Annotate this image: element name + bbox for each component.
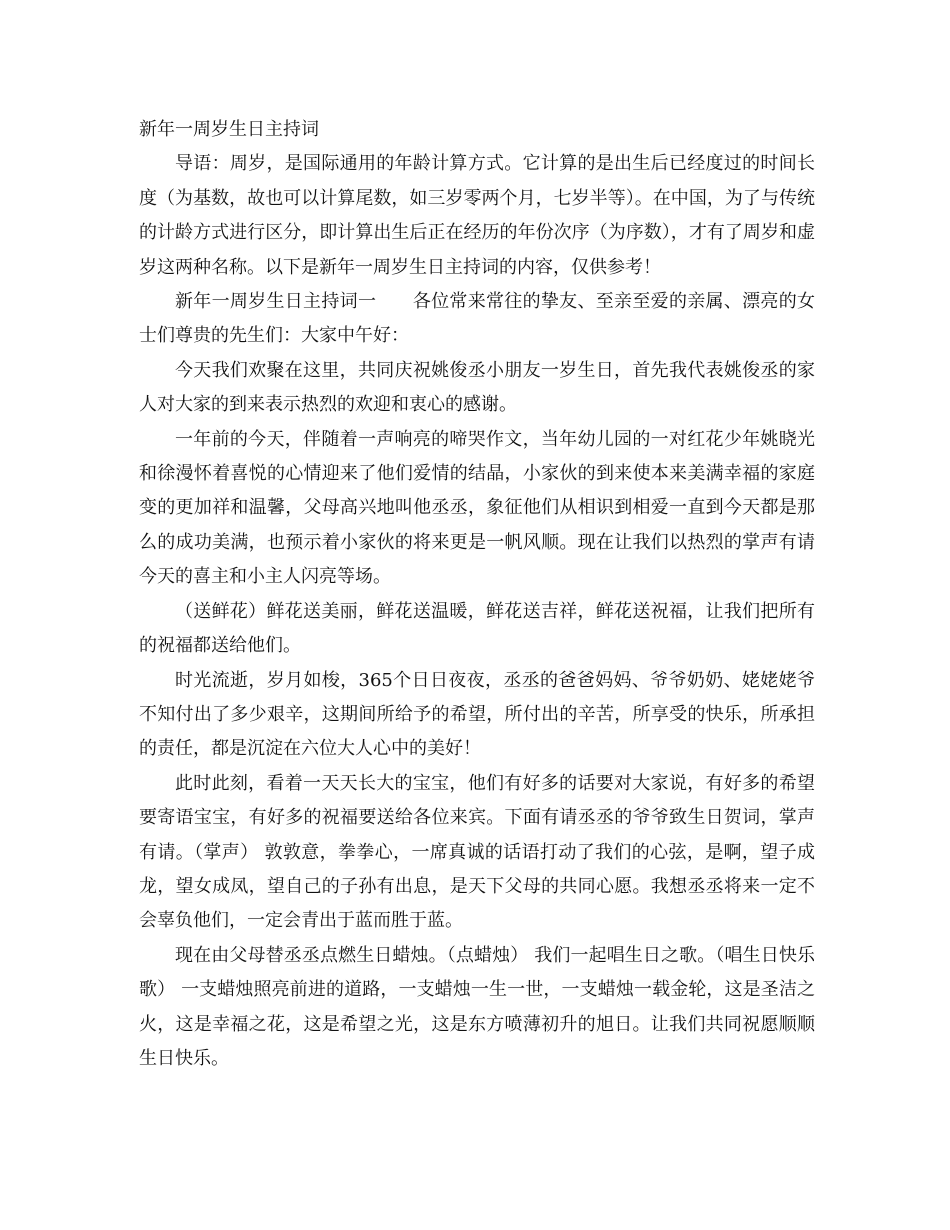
paragraph-flowers: （送鲜花）鲜花送美丽，鲜花送温暖，鲜花送吉祥，鲜花送祝福，让我们把所有的祝福都送给他们。	[139, 600, 815, 657]
paragraph-greeting: 新年一周岁生日主持词一 各位常来常往的挚友、至亲至爱的亲属、漂亮的女士们尊贵的先生们：大家中午好：	[139, 291, 815, 347]
paragraph-grandfather-speech: 此时此刻，看着一天天长大的宝宝，他们有好多的话要对大家说，有好多的希望要寄语宝宝，有好多的祝福要送给各位来宾。下面有请丞丞的爷爷致生日贺词，掌声有请。（掌声） 敦敦意，拳拳心，一席真诚的话语打动了我们的心弦，是啊，望子成龙，望女成凤，望自己的子孙有出息，是天下父母的共同心愿。我想丞丞将来一定不会辜负他们，一定会青出于蓝而胜于蓝。	[139, 772, 815, 932]
paragraph-time: 时光流逝，岁月如梭，365个日日夜夜，丞丞的爸爸妈妈、爷爷奶奶、姥姥姥爷不知付出了多少艰辛，这期间所给予的希望，所付出的辛苦，所享受的快乐，所承担的责任，都是沉淀在六位大人心中的美好！	[139, 669, 815, 760]
paragraph-birth-story: 一年前的今天，伴随着一声响亮的啼哭作文，当年幼儿园的一对红花少年姚晓光和徐漫怀着喜悦的心情迎来了他们爱情的结晶，小家伙的到来使本来美满幸福的家庭变的更加祥和温馨，父母高兴地叫他丞丞，象征他们从相识到相爱一直到今天都是那么的成功美满，也预示着小家伙的将来更是一帆风顺。现在让我们以热烈的掌声有请今天的喜主和小主人闪亮等场。	[139, 428, 815, 588]
paragraph-intro: 导语：周岁，是国际通用的年龄计算方式。它计算的是出生后已经度过的时间长度（为基数，故也可以计算尾数，如三岁零两个月，七岁半等）。在中国，为了与传统的计龄方式进行区分，即计算出生后正在经历的年份次序（为序数），才有了周岁和虚岁这两种名称。以下是新年一周岁生日主持词的内容，仅供参考！	[139, 153, 815, 278]
document-title: 新年一周岁生日主持词	[139, 119, 319, 140]
document-body	[139, 113, 815, 1076]
paragraph-candles: 现在由父母替丞丞点燃生日蜡烛。（点蜡烛） 我们一起唱生日之歌。（唱生日快乐歌） 一支蜡烛照亮前进的道路，一支蜡烛一生一世，一支蜡烛一载金轮，这是圣洁之火，这是幸福之花，这是希望之光，这是东方喷薄初升的旭日。让我们共同祝愿顺顺生日快乐。	[139, 944, 815, 1069]
paragraph-welcome: 今天我们欢聚在这里，共同庆祝姚俊丞小朋友一岁生日，首先我代表姚俊丞的家人对大家的到来表示热烈的欢迎和衷心的感谢。	[139, 359, 815, 416]
